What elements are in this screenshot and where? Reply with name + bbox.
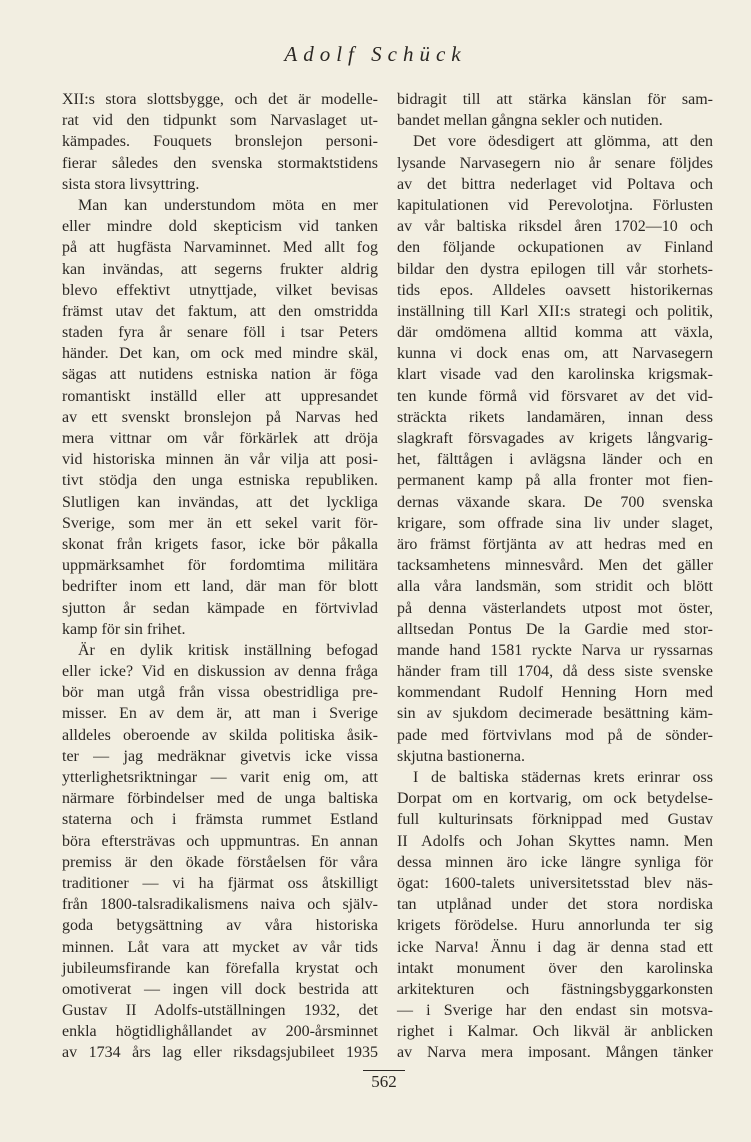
text-line: Är en dylik kritisk inställning befogad: [78, 641, 378, 659]
text-line: staterna och i främsta rummet Estland: [62, 811, 378, 829]
text-line: sägas att nutidens estniska nation är föga: [62, 366, 378, 384]
text-line: alltsedan Pontus De la Gardie med stor-: [397, 620, 713, 638]
text-line: sjutton år sedan kämpade en förtvivlad: [62, 599, 378, 617]
text-line: Dorpat om en kortvarig, om ock betydelse-: [397, 790, 713, 808]
text-line: Gustav II Adolfs-utställningen 1932, det: [62, 1002, 378, 1020]
text-line: minnen. Låt vara att mycket av vår tids: [62, 938, 378, 956]
text-line: händer fram till 1704, då dess siste svenske: [397, 663, 713, 681]
text-line: slagkraft försvagades av krigets långvarig-: [397, 430, 713, 447]
text-line: Slutligen kan invändas, att det lyckliga: [62, 493, 378, 511]
text-line: pade med förtvivlans mod på de sönder-: [397, 726, 713, 744]
text-line: arkitekturen och fästningsbyggarkonsten: [397, 980, 713, 998]
text-line: alla våra landsmän, som stridit och blött: [397, 578, 713, 596]
text-line: ytterlighetsriktningar — varit enig om, att: [62, 769, 378, 786]
text-line: kapitulationen vid Perevolotjna. Förlusten: [397, 196, 713, 214]
text-line: ten kunde förmå vid försvaret av det vid-: [397, 387, 713, 405]
text-line: I de baltiska städernas krets erinrar oss: [413, 769, 713, 786]
text-line: blevo effektivt utnyttjade, vilket bevisas: [62, 281, 378, 299]
text-line: sträckta rikets landamären, innan dess: [397, 408, 713, 426]
text-column-left: [62, 89, 378, 1064]
text-line: Sverige, som mer än ett sekel varit för-: [62, 514, 378, 532]
text-line: righet i Kalmar. Och likväl är anblicken: [397, 1023, 713, 1041]
text-line: Det vore ödesdigert att glömma, att den: [413, 133, 713, 151]
text-column-right: [397, 89, 713, 1064]
text-line: främst utav det faktum, att den omstridda: [62, 302, 378, 320]
text-line: II Adolfs och Johan Skyttes namn. Men: [397, 832, 713, 850]
text-line: närmare förbindelser med de unga baltiska: [62, 790, 378, 808]
text-line: dessa minnen äro icke längre synliga för: [397, 853, 713, 871]
text-line: böra eftersträvas och uppmuntras. En annan: [62, 832, 378, 850]
text-line: på att hugfästa Narvaminnet. Med allt fog: [62, 239, 378, 257]
text-line: ter — jag medräknar givetvis icke vissa: [62, 747, 378, 765]
text-line: bandet mellan gångna sekler och nutiden.: [397, 112, 663, 130]
text-line: romantiskt inställd eller att uppresandet: [62, 387, 378, 405]
text-line: sin av sjukdom decimerade besättning käm-: [397, 705, 713, 723]
page-number: 562: [363, 1070, 405, 1092]
text-line: misser. En av dem är, att man i Sverige: [62, 705, 378, 723]
text-line: permanent kamp på alla fronter mot fien-: [397, 472, 713, 490]
text-line: rat vid den tidpunkt som Narvaslaget ut-: [62, 112, 378, 130]
text-line: eller icke? Vid en diskussion av denna fråga: [62, 663, 378, 681]
text-line: bedrifter inom ett land, där man för blott: [62, 578, 378, 596]
text-line: enkla högtidlighållandet av 200-årsminnet: [62, 1023, 378, 1041]
text-line: traditioner — vi ha fjärmat oss åtskilligt: [62, 874, 378, 892]
text-line: skjutna bastionerna.: [397, 747, 525, 765]
text-line: mande hand 1581 ryckte Narva ur ryssarnas: [397, 641, 713, 659]
text-line: kämpades. Fouquets bronslejon personi-: [62, 133, 378, 151]
text-line: sista stora livsyttring.: [62, 175, 200, 193]
text-line: där omdömena alltid komma att växla,: [397, 324, 713, 342]
text-line: från 1800-talsradikalismens naiva och själv-: [62, 896, 378, 914]
text-line: intakt monument över den karolinska: [397, 959, 713, 977]
text-line: krigets förödelse. Huru annorlunda ter sig: [397, 917, 713, 935]
text-line: på denna västerlandets utpost mot öster,: [397, 599, 713, 617]
text-line: XII:s stora slottsbygge, och det är modelle-: [62, 91, 378, 108]
text-line: bidragit till att stärka känslan för sam-: [397, 91, 713, 108]
text-line: het, fälttågen i avlägsna länder och en: [397, 451, 713, 469]
text-line: tids epos. Alldeles oavsett historikernas: [397, 281, 713, 299]
text-line: av Narva mera imposant. Mången tänker: [397, 1044, 713, 1062]
text-line: kan invändas, att segerns frukter aldrig: [62, 260, 378, 278]
text-line: inställning till Karl XII:s strategi och politik,: [397, 302, 713, 320]
text-line: händer. Det kan, om ock med mindre skäl,: [62, 345, 378, 363]
text-line: tan utplånad under det stora nordiska: [397, 896, 713, 914]
text-line: — i Sverige har den endast sin motsva-: [397, 1002, 713, 1020]
text-line: uppmärksamhet för fordomtima militära: [62, 557, 378, 575]
text-line: eller mindre dold skepticism vid tanken: [62, 218, 378, 236]
text-line: tivt stödja den unga estniska republiken.: [62, 472, 378, 490]
text-line: krigare, som offrade sina liv under slaget,: [397, 514, 713, 532]
text-line: icke Narva! Ännu i dag är denna stad ett: [397, 938, 713, 956]
text-line: av vår baltiska riksdel åren 1702—10 och: [397, 218, 713, 236]
text-line: klart visade vad den karolinska krigsmak-: [397, 366, 713, 384]
text-line: bildar den dystra epilogen till vår storhets-: [397, 260, 713, 278]
text-line: dernas växande skara. De 700 svenska: [397, 493, 713, 511]
text-line: bör man utgå från vissa obestridliga pre-: [62, 684, 378, 702]
text-line: skonat från krigets fasor, icke bör påkalla: [62, 535, 378, 553]
text-line: Man kan understundom möta en mer: [78, 196, 378, 214]
text-line: ögat: 1600-talets universitetsstad blev näs-: [397, 874, 713, 892]
text-line: goda betygsättning av våra historiska: [62, 917, 378, 935]
text-line: av ett svenskt bronslejon på Narvas hed: [62, 408, 378, 426]
running-header: Adolf Schück: [284, 42, 467, 66]
text-line: lysande Narvasegern nio år senare följdes: [397, 154, 713, 172]
text-line: tacksamhetens minnesvård. Men det gäller: [397, 557, 713, 575]
text-line: av det bittra nederlaget vid Poltava och: [397, 175, 713, 193]
text-line: omotiverat — ingen vill dock bestrida att: [62, 980, 378, 998]
text-line: jubileumsfirande kan förefalla krystat och: [62, 959, 378, 977]
text-line: den följande ockupationen av Finland: [397, 239, 713, 257]
text-line: alldeles oberoende av skilda politiska åsik-: [62, 726, 378, 744]
text-line: kunna vi dock enas om, att Narvasegern: [397, 345, 713, 363]
text-line: kamp för sin frihet.: [62, 620, 186, 638]
text-line: full kulturinsats förknippad med Gustav: [397, 811, 713, 829]
text-line: vid historiska minnen än vår vilja att posi-: [62, 451, 378, 469]
text-line: staden fyra år senare föll i tsar Peters: [62, 324, 378, 342]
text-line: mera vittnar om vår förkärlek att dröja: [62, 430, 378, 447]
text-line: äro främst förtjänta av att hedras med en: [397, 535, 713, 553]
text-line: kommendant Rudolf Henning Horn med: [397, 684, 713, 702]
text-line: fierar således den svenska stormaktstidens: [62, 154, 378, 172]
text-line: premiss är den ökade förståelsen för våra: [62, 853, 378, 871]
text-line: av 1734 års lag eller riksdagsjubileet 1935: [62, 1044, 378, 1062]
